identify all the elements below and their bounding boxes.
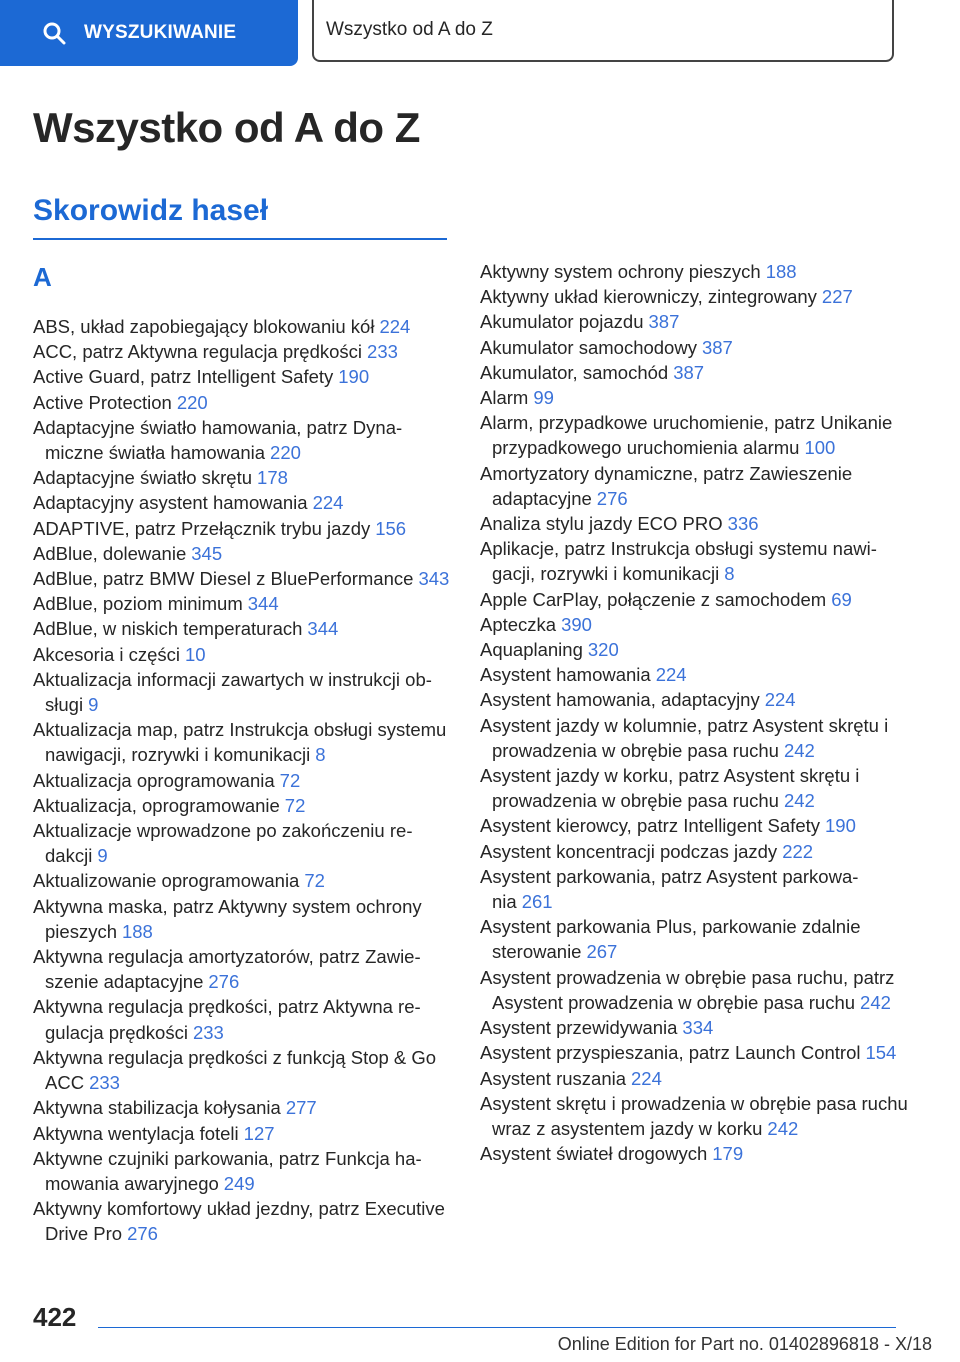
- search-icon: [42, 21, 66, 45]
- index-entry-text: Asystent kierowcy, patrz Intelligent Safety: [480, 815, 821, 837]
- index-entry-text: Akcesoria i części: [33, 643, 181, 665]
- index-entry: [480, 637, 910, 662]
- index-entry-page-link[interactable]: 224: [655, 664, 687, 686]
- index-entry-text: Aktywny układ kierowniczy, zintegrowany: [480, 286, 817, 308]
- index-entry: [480, 864, 910, 914]
- index-entry-page-link[interactable]: 224: [312, 492, 344, 514]
- index-entry-text: Asystent przyspieszania, patrz Launch Control: [480, 1042, 861, 1064]
- index-entry: [33, 339, 453, 364]
- index-entry-text: Apple CarPlay, połączenie z samochodem: [480, 588, 827, 610]
- index-entry-text: AdBlue, poziom minimum: [33, 593, 243, 615]
- index-entry-text: Amortyzatory dynamiczne, patrz Zawieszenie adaptacyjne: [480, 462, 853, 509]
- index-entry-text: Aktywna maska, patrz Aktywny system ochrony pieszych: [33, 895, 422, 942]
- index-entry-text: Asystent hamowania: [480, 664, 651, 686]
- index-entry: [33, 415, 453, 465]
- index-entry-text: Asystent hamowania, adaptacyjny: [480, 689, 760, 711]
- index-entry: [480, 360, 910, 385]
- index-entry: [33, 1146, 453, 1196]
- index-entry-page-link[interactable]: 224: [764, 689, 796, 711]
- page-number: 422: [33, 1302, 77, 1332]
- index-entry-text: ACC, patrz Aktywna regulacja prędkości: [33, 341, 363, 363]
- index-entry-text: Asystent świateł drogowych: [480, 1143, 708, 1165]
- index-entry-text: Adaptacyjne światło hamowania, patrz Dynamiczne światła hamowania: [33, 416, 403, 464]
- index-entry: [33, 566, 453, 591]
- index-entry: [33, 314, 453, 339]
- page-subtitle: Skorowidz haseł: [33, 194, 269, 227]
- index-entry-text: Aktywna regulacja prędkości, patrz Aktywna regulacja prędkości: [33, 996, 421, 1043]
- index-entry-text: Apteczka: [480, 613, 557, 635]
- index-entry-page-link[interactable]: 72: [284, 794, 306, 816]
- index-entry: [480, 461, 910, 511]
- index-column-right: [480, 259, 910, 1166]
- index-entry: [33, 667, 453, 717]
- section-letter: A: [33, 262, 52, 292]
- top-bar: [0, 0, 960, 66]
- index-entry: [480, 511, 910, 536]
- index-entry-text: Aktywna stabilizacja kołysania: [33, 1097, 281, 1119]
- index-entry-text: Asystent parkowania Plus, parkowanie zdalnie sterowanie: [480, 916, 861, 963]
- index-entry-text: Asystent koncentracji podczas jazdy: [480, 840, 778, 862]
- index-entry: [480, 335, 910, 360]
- index-entry-page-link[interactable]: 336: [727, 513, 759, 535]
- index-entry-text: Aktywna regulacja prędkości z funkcją Stop & Go ACC: [33, 1046, 437, 1094]
- index-entry-text: Aktualizacja oprogramowania: [33, 769, 275, 791]
- index-entry-text: Adaptacyjny asystent hamowania: [33, 492, 308, 514]
- index-entry: [480, 965, 910, 1015]
- index-entry: [33, 642, 453, 667]
- index-column-left: [33, 314, 453, 1247]
- index-entry: [33, 591, 453, 616]
- index-entry-page-link[interactable]: 222: [782, 840, 814, 862]
- index-entry: [480, 587, 910, 612]
- index-entry: [480, 839, 910, 864]
- index-entry-page-link[interactable]: 224: [379, 316, 411, 337]
- index-entry-text: Aktualizowanie oprogramowania: [33, 870, 300, 892]
- index-entry-page-link[interactable]: 276: [127, 1223, 158, 1245]
- index-entry-page-link[interactable]: 242: [767, 1117, 799, 1139]
- index-entry-page-link[interactable]: 233: [192, 1021, 224, 1043]
- index-entry-text: Asystent prowadzenia w obrębie pasa ruchu, patrz Asystent prowadzenia w obrębie pasa ruchu: [480, 966, 895, 1013]
- index-entry-text: Aktualizacja informacji zawartych w instrukcji obsługi: [33, 668, 432, 716]
- index-entry: [480, 1141, 910, 1166]
- index-entry: [33, 516, 453, 541]
- index-entry-text: Aktywna regulacja amortyzatorów, patrz Zawieszenie adaptacyjne: [33, 946, 421, 993]
- index-entry-text: Active Protection: [33, 391, 172, 413]
- index-entry-text: Alarm: [480, 387, 529, 409]
- index-entry-page-link[interactable]: 343: [418, 568, 450, 590]
- index-entry-page-link[interactable]: 224: [631, 1067, 662, 1089]
- index-entry-text: Akumulator pojazdu: [480, 311, 644, 333]
- index-entry-page-link[interactable]: 127: [243, 1122, 275, 1144]
- index-entry-text: ADAPTIVE, patrz Przełącznik trybu jazdy: [33, 517, 371, 539]
- index-entry: [33, 818, 453, 868]
- index-entry: [480, 1015, 910, 1040]
- index-entry: [33, 490, 453, 515]
- index-entry: [480, 1066, 910, 1091]
- index-entry-page-link[interactable]: 233: [89, 1072, 120, 1094]
- index-entry: [480, 662, 910, 687]
- index-entry-text: Akumulator, samochód: [480, 361, 669, 383]
- index-entry: [33, 1095, 453, 1120]
- index-entry: [480, 713, 910, 763]
- index-entry: [33, 793, 453, 818]
- index-entry: [33, 768, 453, 793]
- index-entry-page-link[interactable]: 344: [307, 618, 339, 640]
- index-entry-text: Aquaplaning: [480, 639, 583, 661]
- index-entry-page-link[interactable]: 9: [88, 694, 99, 716]
- index-entry-page-link[interactable]: 179: [712, 1143, 744, 1165]
- search-button-label: WYSZUKIWANIE: [84, 22, 237, 43]
- index-entry-text: Asystent ruszania: [480, 1067, 627, 1089]
- breadcrumb-label: Wszystko od A do Z: [326, 19, 493, 40]
- index-entry-text: Aktywny komfortowy układ jezdny, patrz Executive Drive Pro: [33, 1198, 445, 1245]
- index-entry-page-link[interactable]: 267: [586, 941, 618, 963]
- index-entry-text: Adaptacyjne światło skrętu: [33, 467, 253, 489]
- index-entry-page-link[interactable]: 276: [208, 971, 240, 993]
- index-entry: [33, 868, 453, 893]
- index-entry-page-link[interactable]: 72: [304, 870, 325, 892]
- index-entry-page-link[interactable]: 220: [176, 391, 208, 413]
- index-entry-page-link[interactable]: 345: [191, 542, 223, 564]
- index-entry-text: Asystent parkowania, patrz Asystent parkowania: [480, 865, 859, 913]
- index-entry-page-link[interactable]: 320: [587, 639, 619, 661]
- index-entry: [480, 536, 910, 586]
- index-entry: [480, 1091, 910, 1141]
- index-entry-page-link[interactable]: 72: [279, 769, 301, 791]
- index-entry: [480, 410, 910, 460]
- index-entry: [480, 914, 910, 964]
- index-entry-text: Akumulator samochodowy: [480, 336, 697, 358]
- index-entry-text: Asystent jazdy w korku, patrz Asystent skrętu i prowadzenia w obrębie pasa ruchu: [480, 765, 860, 812]
- index-entry-page-link[interactable]: 242: [860, 991, 891, 1013]
- index-entry-page-link[interactable]: 190: [825, 815, 856, 837]
- index-entry: [33, 1045, 453, 1095]
- index-entry-page-link[interactable]: 188: [121, 920, 153, 942]
- index-entry-page-link[interactable]: 261: [521, 891, 553, 913]
- index-entry-page-link[interactable]: 233: [367, 341, 398, 363]
- index-entry-text: Aktualizacja map, patrz Instrukcja obsługi systemu nawigacji, rozrywki i komunikacji: [33, 719, 447, 766]
- footer-edition: Online Edition for Part no. 01402896818 - X/18: [557, 1334, 932, 1354]
- index-entry-page-link[interactable]: 390: [561, 613, 592, 635]
- index-entry-page-link[interactable]: 344: [247, 593, 279, 615]
- index-entry-page-link[interactable]: 154: [865, 1042, 897, 1064]
- index-entry-text: Aktywna wentylacja foteli: [33, 1122, 239, 1144]
- index-entry-page-link[interactable]: 249: [223, 1172, 255, 1194]
- index-entry: [33, 541, 453, 566]
- footer-divider: [98, 1327, 896, 1328]
- index-entry-page-link[interactable]: 387: [673, 361, 705, 383]
- index-entry: [33, 390, 453, 415]
- breadcrumb[interactable]: [312, 0, 894, 62]
- index-entry: [480, 763, 910, 813]
- index-entry-text: AdBlue, w niskich temperaturach: [33, 618, 303, 640]
- index-entry-page-link[interactable]: 334: [682, 1017, 714, 1039]
- index-entry: [33, 364, 453, 389]
- index-entry-text: Aktywny system ochrony pieszych: [480, 261, 761, 282]
- index-entry-page-link[interactable]: 178: [257, 467, 288, 489]
- index-entry: [33, 894, 453, 944]
- index-entry-text: AdBlue, dolewanie: [33, 542, 187, 564]
- index-entry: [480, 612, 910, 637]
- index-entry-page-link[interactable]: 387: [648, 311, 680, 333]
- index-entry-text: AdBlue, patrz BMW Diesel z BluePerformance: [33, 568, 414, 590]
- index-entry-text: Alarm, przypadkowe uruchomienie, patrz Unikanie przypadkowego uruchomienia alarmu: [480, 412, 893, 459]
- index-entry-text: ABS, układ zapobiegający blokowaniu kół: [33, 316, 375, 337]
- index-entry: [480, 309, 910, 334]
- index-entry-page-link[interactable]: 10: [185, 643, 206, 665]
- index-entry: [480, 259, 910, 284]
- index-entry: [33, 717, 453, 767]
- index-entry: [33, 1196, 453, 1246]
- subtitle-divider: [33, 238, 447, 240]
- index-entry-text: Active Guard, patrz Intelligent Safety: [33, 366, 334, 388]
- index-entry-text: Aplikacje, patrz Instrukcja obsługi systemu nawigacji, rozrywki i komunikacji: [480, 538, 877, 585]
- index-entry-page-link[interactable]: 242: [783, 739, 815, 761]
- index-entry-page-link[interactable]: 156: [375, 517, 407, 539]
- index-entry-page-link[interactable]: 242: [783, 790, 815, 812]
- search-button[interactable]: [0, 0, 298, 66]
- index-entry: [33, 465, 453, 490]
- index-entry: [33, 616, 453, 641]
- index-entry: [480, 813, 910, 838]
- index-entry-page-link[interactable]: 227: [821, 286, 853, 308]
- index-entry: [480, 1040, 910, 1065]
- index-entry-page-link[interactable]: 220: [270, 442, 301, 464]
- index-entry-text: Analiza stylu jazdy ECO PRO: [480, 513, 723, 535]
- index-entry-text: Aktywne czujniki parkowania, patrz Funkcja hamowania awaryjnego: [33, 1147, 422, 1194]
- index-entry: [33, 944, 453, 994]
- index-entry: [33, 994, 453, 1044]
- index-entry-page-link[interactable]: 8: [724, 563, 735, 585]
- index-entry-page-link[interactable]: 277: [285, 1097, 317, 1119]
- index-entry-page-link[interactable]: 276: [596, 487, 628, 509]
- index-entry-text: Asystent jazdy w kolumnie, patrz Asystent skrętu i prowadzenia w obrębie pasa ruchu: [480, 714, 889, 761]
- page-title: Wszystko od A do Z: [33, 104, 420, 151]
- index-entry: [480, 284, 910, 309]
- index-entry-text: Asystent przewidywania: [480, 1017, 678, 1039]
- index-entry-text: Aktualizacje wprowadzone po zakończeniu redakcji: [33, 820, 413, 867]
- index-entry-text: Asystent skrętu i prowadzenia w obrębie pasa ruchu wraz z asystentem jazdy w korku: [480, 1092, 908, 1139]
- index-entry-page-link[interactable]: 188: [765, 261, 797, 282]
- index-entry-page-link[interactable]: 8: [315, 744, 326, 766]
- index-entry: [33, 1121, 453, 1146]
- index-entry-text: Aktualizacja, oprogramowanie: [33, 794, 280, 816]
- index-entry: [480, 687, 910, 712]
- index-entry-page-link[interactable]: 69: [831, 588, 852, 610]
- index-entry-page-link[interactable]: 9: [97, 845, 108, 867]
- index-entry-page-link[interactable]: 387: [701, 336, 733, 358]
- index-entry-page-link[interactable]: 190: [338, 366, 370, 388]
- index-entry-page-link[interactable]: 100: [804, 437, 836, 459]
- index-entry: [480, 385, 910, 410]
- index-entry-page-link[interactable]: 99: [533, 387, 554, 409]
